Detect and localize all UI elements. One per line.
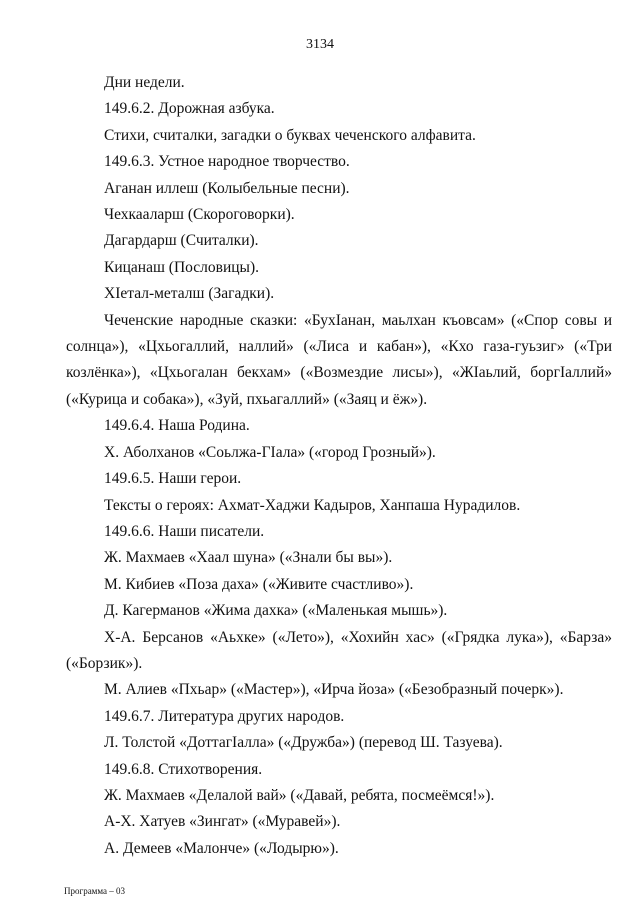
section-heading-our-writers: 149.6.6. Наши писатели.	[104, 522, 265, 540]
section-heading-our-homeland: 149.6.4. Наша Родина.	[104, 417, 250, 435]
section-heading-our-heroes: 149.6.5. Наши герои.	[104, 470, 242, 488]
paragraph-counting-rhymes: Дагардарш (Считалки).	[104, 232, 259, 250]
paragraph-days-of-week: Дни недели.	[104, 74, 185, 91]
paragraph-grozny: Х. Аболханов «Соьлжа-ГIала» («город Грозный»).	[104, 443, 436, 461]
page-number: 3134	[306, 37, 334, 52]
paragraph-kagermanov: Д. Кагерманов «Жима дахка» («Маленькая мышь»).	[104, 602, 448, 620]
paragraph-hero-texts: Тексты о героях: Ахмат-Хаджи Кадыров, Ханпаша Нурадилов.	[104, 496, 521, 514]
paragraph-lullabies: Аганан иллеш (Колыбельные песни).	[104, 179, 350, 197]
paragraph-aliev: М. Алиев «Пхьар» («Мастер»), «Ирча йоза» («Безобразный почерк»).	[104, 681, 564, 699]
paragraph-poems-riddles: Стихи, считалки, загадки о буквах чеченского алфавита.	[104, 126, 476, 144]
paragraph-bersanov: Х-А. Берсанов «Аьхке» («Лето»), «Хохийн хас» («Грядка лука»), «Барза» («Борзик»).	[66, 628, 612, 672]
paragraph-kibiev: М. Кибиев «Поза даха» («Живите счастливо»).	[104, 575, 414, 593]
document-body	[66, 70, 612, 862]
section-heading-road-alphabet: 149.6.2. Дорожная азбука.	[104, 100, 275, 118]
paragraph-proverbs: Кицанаш (Пословицы).	[104, 258, 260, 276]
paragraph-riddles: XIетал-металш (Загадки).	[104, 285, 275, 303]
paragraph-makhmaev-2: Ж. Махмаев «Делалой вай» («Давай, ребята, посмеёмся!»).	[104, 786, 495, 804]
paragraph-khatuev: А-Х. Хатуев «Зингат» («Муравей»).	[104, 813, 341, 831]
paragraph-makhmaev-1: Ж. Махмаев «Хаал шуна» («Знали бы вы»).	[104, 549, 393, 567]
section-heading-folk-art: 149.6.3. Устное народное творчество.	[104, 153, 350, 171]
section-heading-poems: 149.6.8. Стихотворения.	[104, 760, 263, 778]
paragraph-demeev: А. Демеев «Малонче» («Лодырю»).	[104, 839, 339, 857]
paragraph-folk-tales: Чеченские народные сказки: «БухIанан, маьлхан къовсам» («Спор совы и солнца»), «Цхьогаллий, наллий» («Лиса и кабан»), «Кхо газа-гуьзиг» («Три козлёнка»), «Цхьогалан бекхам» («Возмездие лисы»), «ЖIаьлий, боргIаллий» («Курица и собака»), «Зуй, пхьагаллий» («Заяц и ёж»).	[66, 311, 612, 408]
section-heading-other-peoples: 149.6.7. Литература других народов.	[104, 707, 345, 725]
paragraph-tolstoy: Л. Толстой «ДоттагIалла» («Дружба») (перевод Ш. Тазуева).	[104, 734, 503, 752]
paragraph-tongue-twisters: Чехкааларш (Скороговорки).	[104, 206, 295, 224]
page-footer: Программа – 03	[64, 886, 126, 896]
